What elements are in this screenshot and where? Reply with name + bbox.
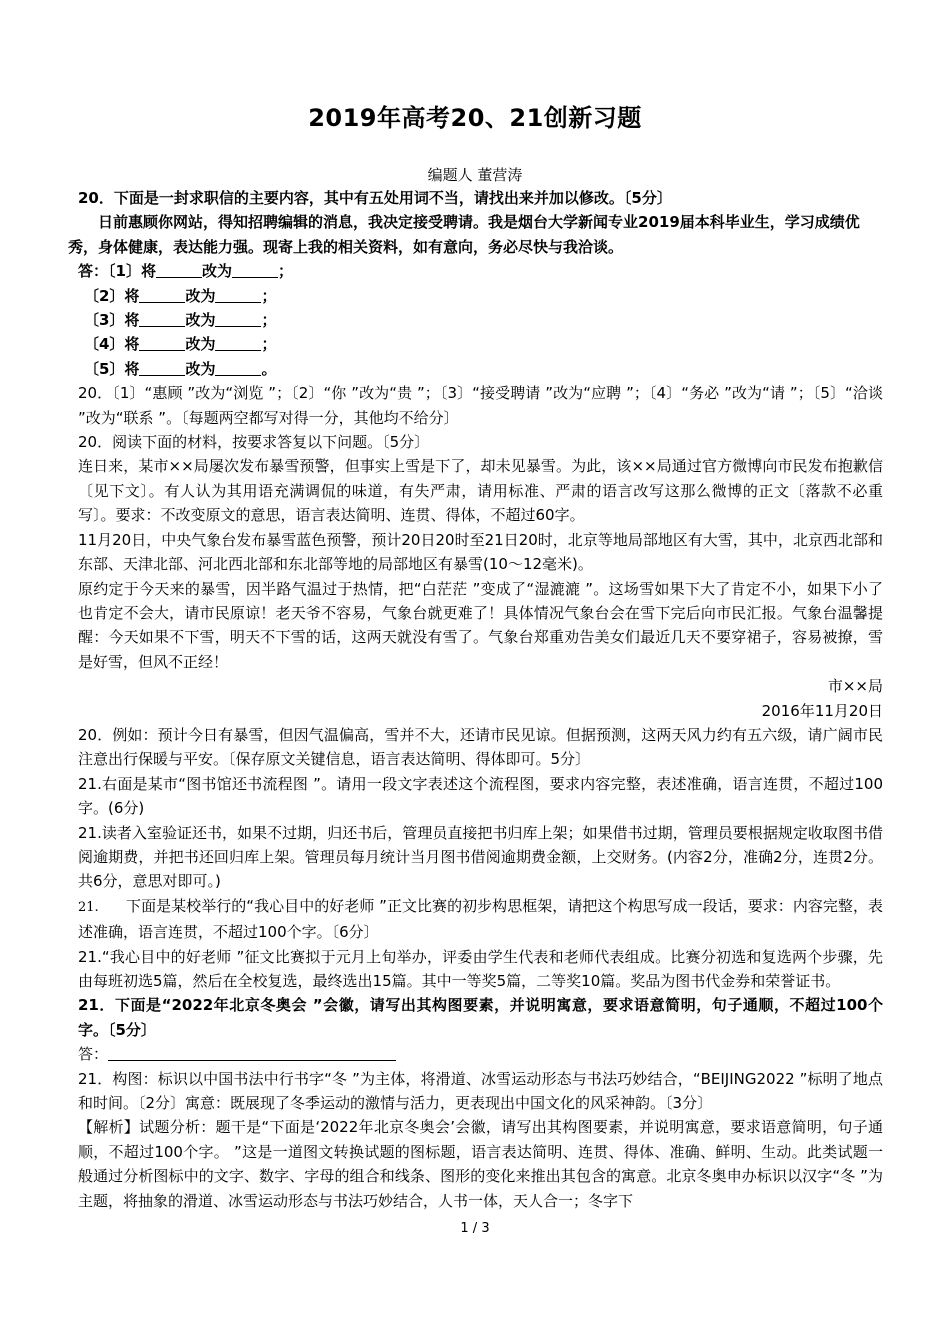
answer-end: ；: [277, 262, 293, 281]
answer-blank[interactable]: [139, 287, 185, 303]
q20b-paragraph-2: 11月20日，中央气象台发布暴雪蓝色预警，预计20日20时至21日20时，北京等地局部地区有大雪，其中，北京西北部和东部、天津北部、河北西北部和东北部等地的局部地区有暴雪(10～12毫米)。: [78, 530, 883, 574]
q20b-signature-date: 2016年11月20日: [761, 701, 883, 720]
q20b-answer-key: 20．例如：预计今日有暴雪，但因气温偏高，雪并不大，还请市民见谅。但据预测，这两天风力约有五六级，请广阔市民注意出行保暖与平安。〔保存原文关键信息，语言表达简明、得体即可。5分〕: [78, 725, 883, 769]
answer-mid: 改为: [185, 286, 216, 305]
q20a-answer-line-5: [68, 357, 883, 381]
q21c-analysis: 【解析】试题分析：题干是“下面是‘2022年北京冬奥会’会徽，请写出其构图要素，并说明寓意，要求语意简明，句子通顺，不超过100个字。 ”这是一道图文转换试题的图标题，语言表达简明、连贯、得体、准确、鲜明、生动。此类试题一般通过分析图标中的文字、数字、字母的组合和线条、图形的变化来推出其包含的寓意。北京冬奥申办标识以汉字“冬 ”为主题，将抽象的滑道、冰雪运动形态与书法巧妙结合，人书一体，天人合一；冬字下: [78, 1118, 883, 1210]
q20a-answer-line-4: [68, 332, 883, 356]
q21c-answer-key: 21．构图：标识以中国书法中行书字“冬 ”为主体，将滑道、冰雪运动形态与书法巧妙结合，“BEIJING2022 ”标明了地点和时间。〔2分〕寓意：既展现了冬季运动的激情与活力，更表现出中国文化的风采神韵。〔3分〕: [78, 1069, 883, 1113]
answer-blank[interactable]: [139, 311, 185, 327]
answer-blank[interactable]: [215, 287, 261, 303]
q20a-letter: 日前惠顾你网站，得知招聘编辑的消息，我决定接受聘请。我是烟台大学新闻专业2019届本科毕业生，学习成绩优秀，身体健康，表达能力强。现寄上我的相关资料，如有意向，务必尽快与我洽谈。: [68, 213, 860, 256]
q21b-prompt-text: 下面是某校举行的“我心目中的好老师 ”正文比赛的初步构思框架，请把这个构思写成一段话，要求：内容完整，表述准确，语言连贯，不超过100个字。〔6分〕: [78, 896, 883, 942]
answer-num: 〔5〕将: [84, 359, 140, 378]
answer-end: 。: [261, 359, 277, 378]
answer-label: 答：: [78, 1045, 109, 1064]
q20b-paragraph-1: 连日来，某市××局屡次发布暴雪预警，但事实上雪是下了，却未见暴雪。为此，该××局通过官方微博向市民发布抱歉信〔见下文〕。有人认为其用语充满调侃的味道，有失严肃，请用标准、严肃的语言改写这那么微博的正文〔落款不必重写〕。要求：不改变原文的意思，语言表达简明、连贯、得体，不超过60字。: [78, 457, 883, 525]
document-body: [68, 186, 883, 1213]
answer-num: 〔4〕将: [84, 335, 140, 354]
q21a-answer-key: 21.读者入室验证还书，如果不过期，归还书后，管理员直接把书归库上架；如果借书过期，管理员要根据规定收取图书借阅逾期费，并把书还回归库上架。管理员每月统计当月图书借阅逾期费金额，上交财务。(内容2分，准确2分，连贯2分。共6分，意思对即可。): [78, 823, 883, 891]
answer-blank[interactable]: [139, 360, 185, 376]
q20b-signature-org: 市××局: [827, 677, 883, 696]
page-number: 1 / 3: [460, 1221, 490, 1236]
answer-num: 〔2〕将: [84, 286, 140, 305]
answer-blank[interactable]: [139, 335, 185, 351]
q21c-answer-line: [68, 1042, 883, 1066]
answer-label: 答：: [78, 262, 109, 281]
answer-blank[interactable]: [156, 262, 202, 278]
q21b-prompt: [68, 894, 883, 945]
q20a-prompt: 20．下面是一封求职信的主要内容，其中有五处用词不当，请找出来并加以修改。〔5分〕: [78, 189, 672, 207]
answer-blank[interactable]: [215, 335, 261, 351]
q21b-number: 21.: [78, 899, 99, 915]
answer-blank[interactable]: [215, 311, 261, 327]
q21c-prompt: 21．下面是“2022年北京冬奥会 ”会徽，请写出其构图要素，并说明寓意，要求语意简明，句子通顺，不超过100个字。〔5分〕: [78, 996, 883, 1039]
answer-blank[interactable]: [215, 360, 261, 376]
answer-blank[interactable]: [232, 262, 278, 278]
answer-num: 〔1〕将: [108, 262, 156, 281]
q20b-paragraph-3: 原约定于今天来的暴雪，因半路气温过于热情，把“白茫茫 ”变成了“湿漉漉 ”。这场雪如果下大了肯定不小，如果下小了也肯定不会大，请市民原谅！老天爷不容易，气象台就更难了！具体情况气象台会在雪下完后向市民汇报。气象台温馨提醒：今天如果不下雪，明天不下雪的话，这两天就没有雪了。气象台郑重劝告美女们最近几天不要穿裙子，容易被撩，雪是好雪，但风不正经！: [78, 579, 883, 671]
q20a-answer-line-1: [68, 259, 883, 283]
answer-end: ；: [261, 286, 277, 305]
answer-blank[interactable]: [108, 1045, 396, 1061]
answer-num: 〔3〕将: [84, 311, 140, 330]
q21a-prompt: 21.右面是某市“图书馆还书流程图 ”。请用一段文字表述这个流程图，要求内容完整，表述准确，语言连贯，不超过100字。(6分): [78, 774, 883, 818]
answer-mid: 改为: [185, 311, 216, 330]
q21b-answer-key: 21.“我心目中的好老师 ”征文比赛拟于元月上旬举办，评委由学生代表和老师代表组成。比赛分初选和复选两个步骤，先由每班初选5篇，然后在全校复选，最终选出15篇。其中一等奖5篇，二等奖10篇。奖品为图书代金券和荣誉证书。: [78, 947, 883, 990]
answer-end: ；: [261, 311, 277, 330]
answer-end: ；: [261, 335, 277, 354]
q20b-prompt: 20．阅读下面的材料，按要求答复以下问题。〔5分〕: [78, 433, 430, 452]
q20a-answer-line-3: [68, 308, 883, 332]
answer-mid: 改为: [201, 262, 232, 281]
q20a-answer-line-2: [68, 284, 883, 308]
author-line: 编题人 董营涛: [427, 166, 523, 184]
q20a-answer-key: 20．〔1〕“惠顾 ”改为“浏览 ”；〔2〕“你 ”改为“贵 ”；〔3〕“接受聘请 ”改为“应聘 ”；〔4〕“务必 ”改为“请 ”；〔5〕“洽谈 ”改为“联系 ”。〔每题两空都写对得一分，其他均不给分〕: [78, 384, 883, 427]
answer-mid: 改为: [185, 359, 216, 378]
answer-mid: 改为: [185, 335, 216, 354]
document-title: 2019年高考20、21创新习题: [308, 104, 642, 132]
